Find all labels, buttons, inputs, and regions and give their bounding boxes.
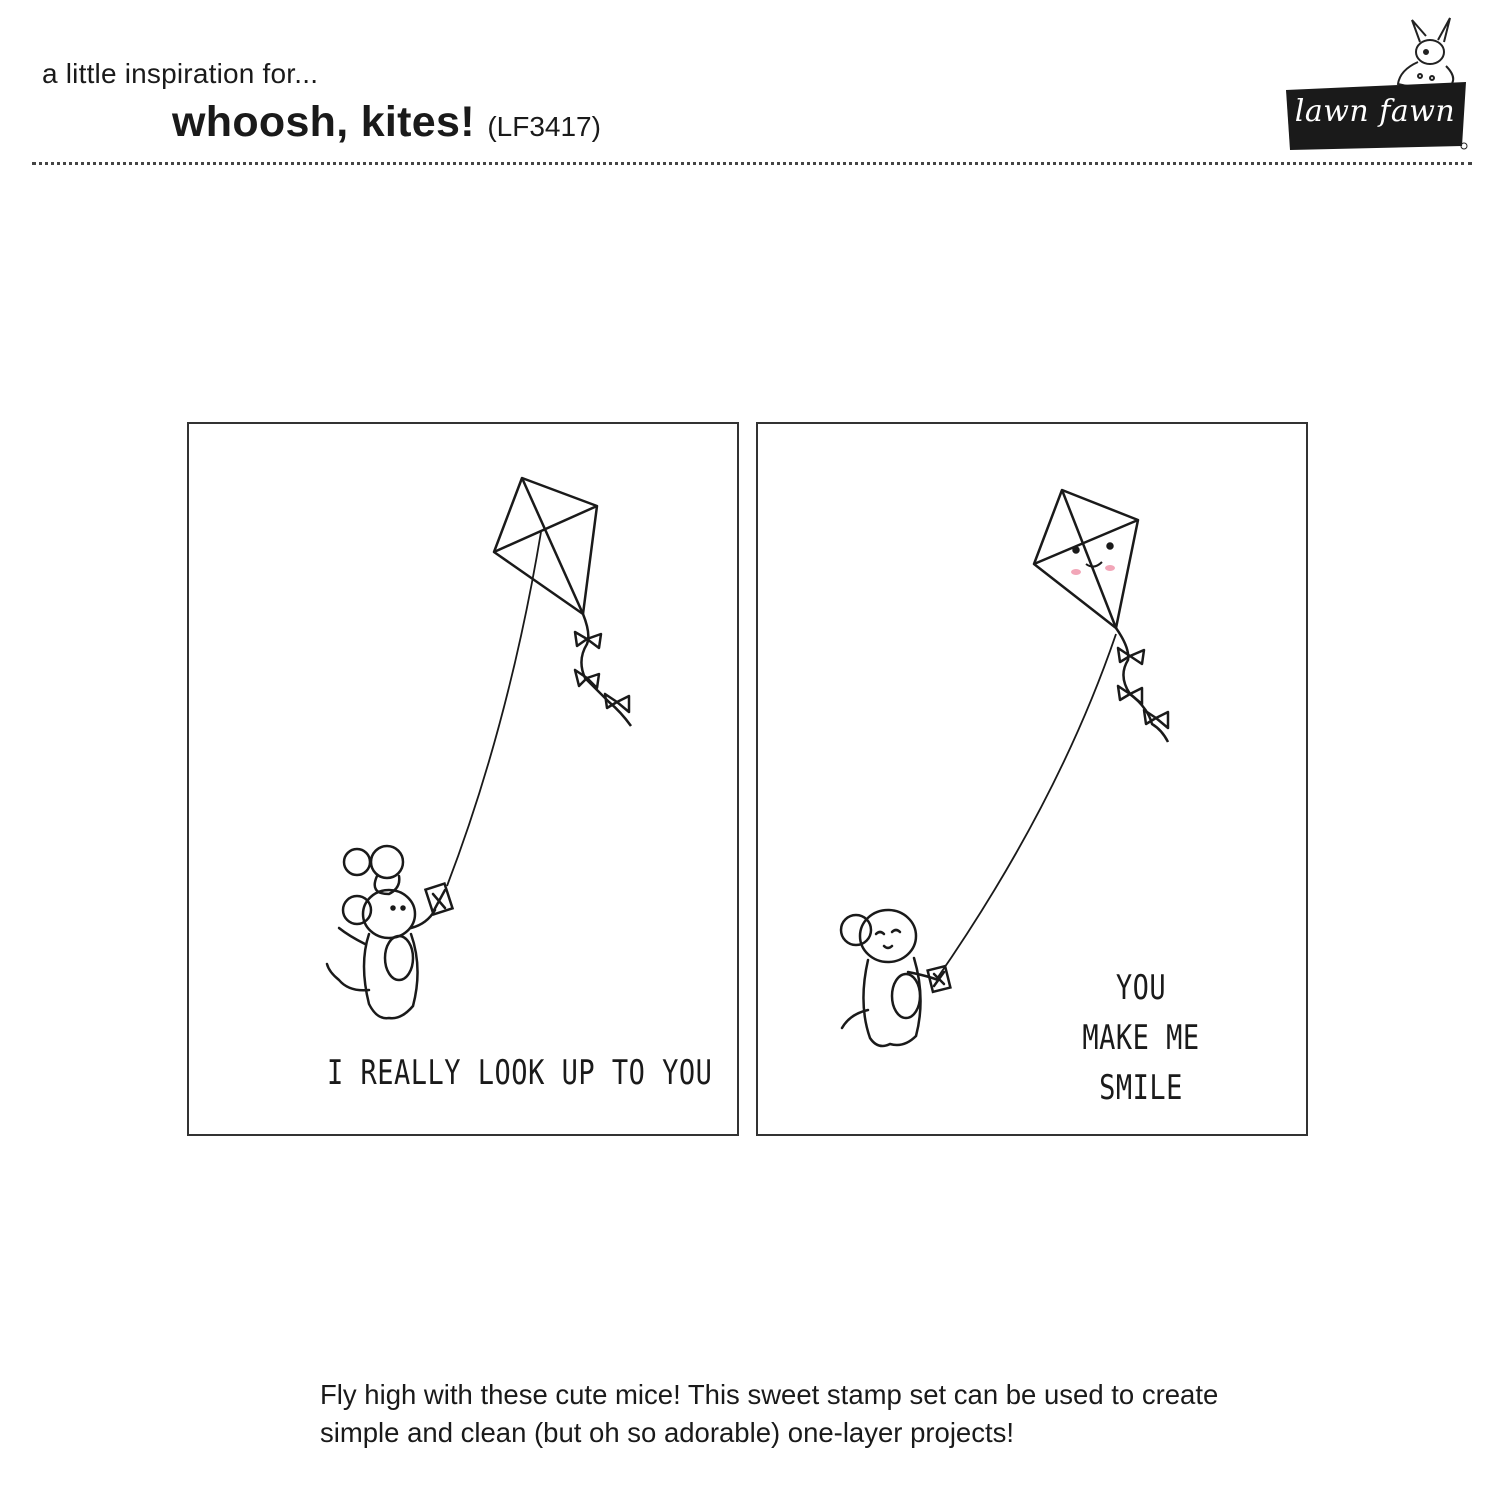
kite-string xyxy=(447,532,541,886)
kite-shape xyxy=(1034,490,1138,628)
title-row xyxy=(172,98,601,147)
kite-bow xyxy=(575,670,599,688)
kite-blush xyxy=(1105,565,1115,571)
card-right xyxy=(756,422,1308,1136)
kite-blush xyxy=(1071,569,1081,575)
kite-bow xyxy=(1118,686,1142,704)
description: Fly high with these cute mice! This sweet stamp set can be used to create simple and clean (but oh so adorable) one-layer projects! xyxy=(320,1379,1219,1448)
product-code: (LF3417) xyxy=(487,111,601,142)
kite-eye xyxy=(1108,544,1113,549)
kite-spar xyxy=(1034,520,1138,564)
card-left xyxy=(187,422,739,1136)
fawn-icon xyxy=(1398,18,1453,88)
sentiment-left: I REALLY LOOK UP TO YOU xyxy=(327,1054,713,1093)
mouse-pair-illustration xyxy=(327,846,453,1018)
mouse-illustration xyxy=(841,910,950,1046)
brand-logo xyxy=(1280,12,1470,162)
kite-illustration-left xyxy=(189,424,741,1138)
kite-tail xyxy=(1116,628,1168,742)
kite-tail xyxy=(581,614,631,726)
kite-illustration-right xyxy=(758,424,1310,1138)
kite-eye xyxy=(1074,548,1079,553)
intro-text: a little inspiration for... xyxy=(42,58,319,89)
kite-string xyxy=(936,634,1116,980)
dotted-divider xyxy=(32,162,1472,165)
kite-smile xyxy=(1086,562,1102,567)
page-title: whoosh, kites! xyxy=(172,98,475,146)
logo-wordmark: lawn fawn xyxy=(1294,94,1456,129)
sentiment-right: YOU MAKE ME SMILE xyxy=(1082,969,1200,1108)
kite-bow xyxy=(1118,648,1144,664)
